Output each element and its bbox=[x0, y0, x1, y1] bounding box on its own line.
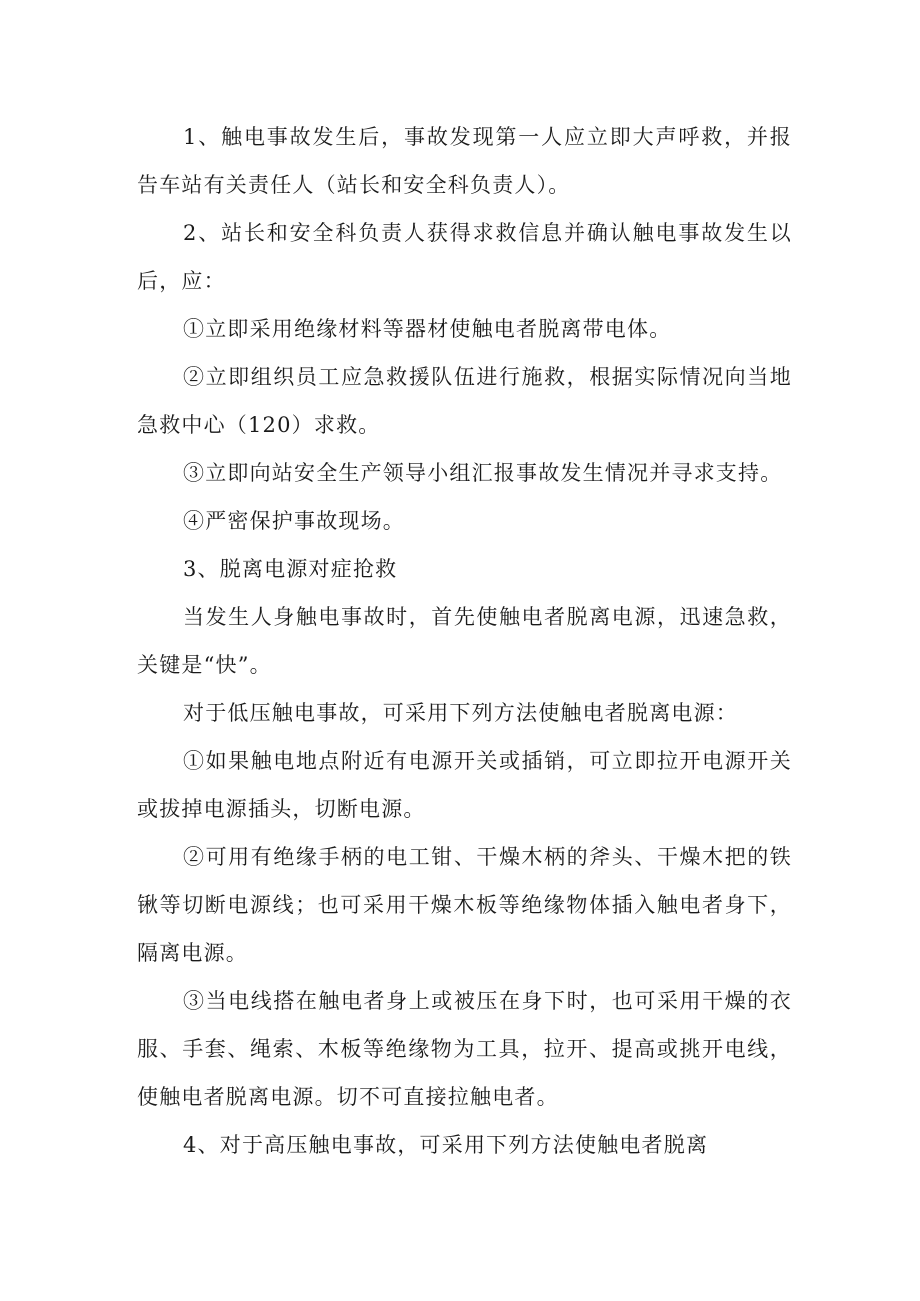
paragraph-7: 3、脱离电源对症抢救 bbox=[183, 557, 398, 581]
paragraph-13: 4、对于高压触电事故，可采用下列方法使触电者脱离 bbox=[183, 1133, 709, 1157]
paragraph-5: ③立即向站安全生产领导小组汇报事故发生情况并寻求支持。 bbox=[183, 461, 783, 485]
document-body bbox=[137, 113, 792, 1169]
paragraph-6: ④严密保护事故现场。 bbox=[183, 509, 405, 533]
paragraph-9: 对于低压触电事故，可采用下列方法使触电者脱离电源： bbox=[183, 701, 738, 725]
paragraph-4: ②立即组织员工应急救援队伍进行施救，根据实际情况向当地急救中心（120）求救。 bbox=[137, 365, 792, 437]
paragraph-11: ②可用有绝缘手柄的电工钳、干燥木柄的斧头、干燥木把的铁锹等切断电源线；也可采用干燥木板等绝缘物体插入触电者身下，隔离电源。 bbox=[137, 845, 792, 965]
paragraph-12: ③当电线搭在触电者身上或被压在身下时，也可采用干燥的衣服、手套、绳索、木板等绝缘物为工具，拉开、提高或挑开电线，使触电者脱离电源。切不可直接拉触电者。 bbox=[137, 989, 792, 1109]
paragraph-8: 当发生人身触电事故时，首先使触电者脱离电源，迅速急救，关键是“快”。 bbox=[137, 605, 792, 677]
paragraph-1: 1、触电事故发生后，事故发现第一人应立即大声呼救，并报告车站有关责任人（站长和安全科负责人）。 bbox=[137, 125, 792, 197]
paragraph-10: ①如果触电地点附近有电源开关或插销，可立即拉开电源开关或拔掉电源插头，切断电源。 bbox=[137, 749, 792, 821]
paragraph-3: ①立即采用绝缘材料等器材使触电者脱离带电体。 bbox=[183, 317, 672, 341]
paragraph-2: 2、站长和安全科负责人获得求救信息并确认触电事故发生以后，应： bbox=[137, 221, 792, 293]
